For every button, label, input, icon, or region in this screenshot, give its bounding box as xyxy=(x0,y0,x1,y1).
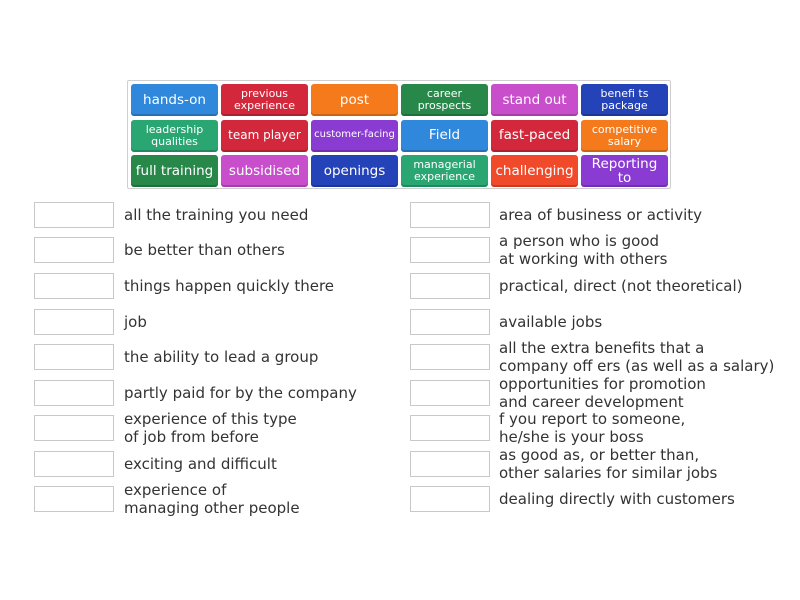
answer-tile[interactable] xyxy=(581,155,668,187)
answer-tile-label: benefi ts package xyxy=(600,87,649,112)
answer-tile-label: challenging xyxy=(495,162,574,179)
answer-tile[interactable] xyxy=(581,84,668,116)
answer-tile[interactable] xyxy=(311,120,398,152)
answer-tile-label: Reporting to xyxy=(591,155,658,186)
answer-tile[interactable] xyxy=(581,120,668,152)
answer-tile[interactable] xyxy=(131,84,218,116)
answer-tile-label: competitive salary xyxy=(591,122,658,148)
clue-text: area of business or activity xyxy=(499,206,702,224)
answer-tile[interactable] xyxy=(401,155,488,187)
answer-drop-slot[interactable] xyxy=(410,380,490,406)
answer-drop-slot[interactable] xyxy=(410,486,490,512)
answer-drop-slot[interactable] xyxy=(410,415,490,441)
answer-drop-slot[interactable] xyxy=(34,202,114,228)
answer-tile-label: customer-facing xyxy=(314,129,395,141)
answer-tile-label: managerial experience xyxy=(413,158,476,183)
answer-tile[interactable] xyxy=(401,120,488,152)
answer-tile-label: hands-on xyxy=(143,91,206,108)
clue-text: job xyxy=(124,313,147,331)
clue-text: experience of this type of job from before xyxy=(124,410,297,446)
answer-tile[interactable] xyxy=(491,84,578,116)
answer-tile[interactable] xyxy=(491,155,578,187)
answer-tile[interactable] xyxy=(491,120,578,152)
clue-text: things happen quickly there xyxy=(124,277,335,295)
answer-drop-slot[interactable] xyxy=(34,415,114,441)
answer-drop-slot[interactable] xyxy=(410,273,490,299)
answer-drop-slot[interactable] xyxy=(410,344,490,370)
answer-tile-label: full training xyxy=(135,162,214,179)
answer-drop-slot[interactable] xyxy=(410,202,490,228)
clue-text: dealing directly with customers xyxy=(499,490,735,508)
clue-text: exciting and difficult xyxy=(124,455,277,473)
answer-drop-slot[interactable] xyxy=(410,309,490,335)
clue-text: f you report to someone, he/she is your boss xyxy=(499,410,686,446)
answer-tile-label: stand out xyxy=(502,91,567,108)
answer-tile[interactable] xyxy=(401,84,488,116)
answer-tile-label: leadership qualities xyxy=(145,122,204,148)
answer-drop-slot[interactable] xyxy=(34,486,114,512)
clue-text: practical, direct (not theoretical) xyxy=(499,277,743,295)
answer-drop-slot[interactable] xyxy=(410,237,490,263)
answer-tile-label: post xyxy=(339,91,370,108)
answer-tile-label: team player xyxy=(228,128,301,143)
answer-tile-label: subsidised xyxy=(228,162,301,179)
clue-text: opportunities for promotion and career development xyxy=(499,375,706,411)
clue-text: all the training you need xyxy=(124,206,309,224)
answer-drop-slot[interactable] xyxy=(34,451,114,477)
answer-tile[interactable] xyxy=(311,155,398,187)
answer-drop-slot[interactable] xyxy=(34,380,114,406)
answer-tile-label: career prospects xyxy=(417,87,472,112)
answer-drop-slot[interactable] xyxy=(410,451,490,477)
answer-tile[interactable] xyxy=(221,84,308,116)
clue-text: partly paid for by the company xyxy=(124,384,357,402)
answer-tile-bank xyxy=(127,80,671,189)
answer-tile-label: openings xyxy=(323,162,386,179)
clue-text: experience of managing other people xyxy=(124,481,300,517)
clue-text: as good as, or better than, other salaries for similar jobs xyxy=(499,446,718,482)
clue-text: be better than others xyxy=(124,241,285,259)
answer-drop-slot[interactable] xyxy=(34,309,114,335)
answer-tile[interactable] xyxy=(131,155,218,187)
answer-tile-label: fast-paced xyxy=(498,127,571,144)
answer-tile[interactable] xyxy=(221,120,308,152)
answer-drop-slot[interactable] xyxy=(34,273,114,299)
answer-tile[interactable] xyxy=(311,84,398,116)
clue-text: all the extra benefits that a company off ers (as well as a salary) xyxy=(499,339,775,375)
answer-tile-label: previous experience xyxy=(234,87,295,112)
answer-drop-slot[interactable] xyxy=(34,237,114,263)
answer-tile-label: Field xyxy=(428,127,461,144)
answer-drop-slot[interactable] xyxy=(34,344,114,370)
answer-tile[interactable] xyxy=(131,120,218,152)
clue-text: the ability to lead a group xyxy=(124,348,319,366)
answer-tile[interactable] xyxy=(221,155,308,187)
clue-text: available jobs xyxy=(499,313,603,331)
clue-text: a person who is good at working with others xyxy=(499,232,668,268)
